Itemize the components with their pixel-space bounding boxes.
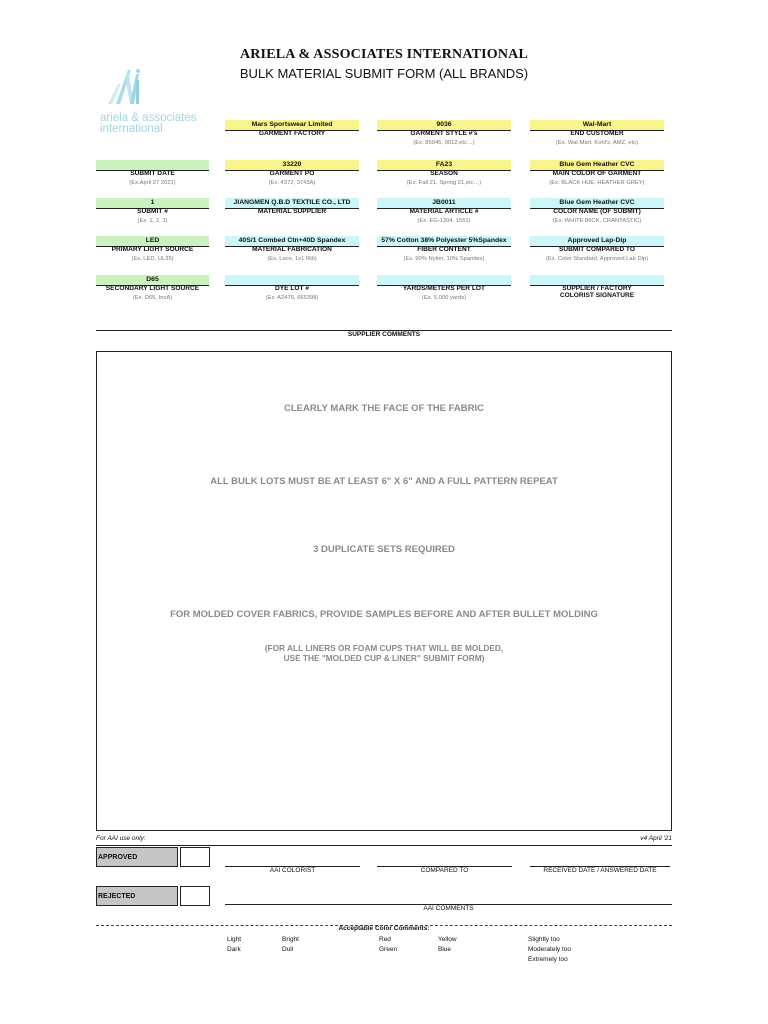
received-date-label: RECEIVED DATE / ANSWERED DATE: [543, 867, 657, 874]
submit-number-label: SUBMIT #: [137, 208, 168, 215]
approved-checkbox[interactable]: [180, 847, 210, 867]
rejected-checkbox[interactable]: [180, 886, 210, 906]
garment-style-example: (Ex. 85045, 9012,etc…): [413, 140, 475, 146]
submit-number-value[interactable]: 1: [96, 198, 209, 209]
color-name-field[interactable]: [530, 198, 664, 226]
season-value[interactable]: FA23: [377, 160, 511, 171]
color-col-4: Yellow Blue: [438, 936, 457, 953]
end-customer-example: (Ex. Wal-Mart, Kohl's, AMZ, etc): [555, 140, 639, 146]
material-article-example: (Ex. EG-1304, 1551): [417, 218, 471, 224]
main-color-field[interactable]: [530, 160, 664, 188]
submit-number-field[interactable]: [96, 198, 209, 226]
form-title: BULK MATERIAL SUBMIT FORM (ALL BRANDS): [239, 66, 529, 81]
yards-meters-example: (Ex. 5,000 yards): [421, 295, 467, 301]
comment-bulk-lots: ALL BULK LOTS MUST BE AT LEAST 6" X 6" AND A FULL PATTERN REPEAT: [210, 476, 558, 487]
submit-compared-value[interactable]: Approved Lap-Dip: [530, 236, 664, 247]
material-article-field[interactable]: [377, 198, 511, 226]
fiber-content-value[interactable]: 57% Cotton 38% Polyester 5%Spandex: [377, 236, 511, 247]
garment-po-example: (Ex. 4372, 3743A): [268, 180, 316, 186]
main-color-example: (Ex. BLACK HUE, HEATHER GREY): [549, 180, 645, 186]
yards-meters-field[interactable]: [377, 275, 511, 303]
yards-meters-label: YARDS/METERS PER LOT: [402, 285, 486, 292]
material-fabrication-value[interactable]: 40S/1 Combed Ctn+40D Spandex: [225, 236, 359, 247]
dye-lot-example: (Ex. A2475, 665398): [265, 295, 319, 301]
dye-lot-label: DYE LOT #: [274, 285, 310, 292]
material-fabrication-field[interactable]: [225, 236, 359, 264]
material-supplier-label: MATERIAL SUPPLIER: [257, 208, 327, 215]
garment-style-label: GARMENT STYLE #'s: [410, 130, 478, 137]
color-name-label: COLOR NAME (OF SUBMIT): [553, 208, 641, 215]
primary-light-example: (Ex. LED, UL35): [131, 256, 174, 262]
main-color-value[interactable]: Blue Gem Heather CVC: [530, 160, 664, 171]
material-fabrication-example: (Ex. Lace, 1x1 Rib): [267, 256, 317, 262]
rejected-label: REJECTED: [96, 886, 178, 906]
supplier-comments-box[interactable]: [96, 351, 672, 831]
color-col-3: Red Green: [379, 936, 398, 953]
submit-date-example: (Ex.April 27 2021): [129, 180, 176, 186]
material-supplier-field[interactable]: [225, 198, 359, 216]
comment-molded-cover: FOR MOLDED COVER FABRICS, PROVIDE SAMPLES BEFORE AND AFTER BULLET MOLDING: [170, 609, 598, 620]
color-comments-title: Acceptable Color Comments:: [338, 925, 430, 932]
dye-lot-field[interactable]: [225, 275, 359, 303]
end-customer-value[interactable]: Wal-Mart: [530, 120, 664, 131]
end-customer-label: END CUSTOMER: [570, 130, 624, 137]
end-customer-field[interactable]: [530, 120, 664, 148]
colorist-signature-label: COLORIST SIGNATURE: [559, 292, 635, 299]
primary-light-value[interactable]: LED: [96, 236, 209, 247]
secondary-light-label: SECONDARY LIGHT SOURCE: [105, 285, 200, 292]
submit-date-field[interactable]: [96, 160, 209, 188]
material-fabrication-label: MATERIAL FABRICATION: [252, 246, 332, 253]
material-article-label: MATERIAL ARTICLE #: [409, 208, 479, 215]
season-example: (Ex. Fall 21, Spring 21,etc…): [406, 180, 482, 186]
garment-po-value[interactable]: 33220: [225, 160, 359, 171]
garment-po-field[interactable]: [225, 160, 359, 188]
color-col-5: Slightly too Moderately too Extremely too: [528, 936, 571, 963]
submit-compared-field[interactable]: [530, 236, 664, 264]
aai-colorist-label: AAI COLORIST: [269, 867, 316, 874]
comment-duplicate-sets: 3 DUPLICATE SETS REQUIRED: [313, 544, 455, 555]
material-supplier-value[interactable]: JIANGMEN Q.B.D TEXTILE CO., LTD: [225, 198, 359, 209]
supplier-signature-field[interactable]: [530, 275, 664, 300]
color-col-2: Bright Dull: [282, 936, 299, 953]
color-name-value[interactable]: Blue Gem Heather CVC: [530, 198, 664, 209]
garment-factory-value[interactable]: Mars Sportswear Limited: [225, 120, 359, 131]
submit-compared-label: SUBMIT COMPARED TO: [559, 246, 635, 253]
color-col-1: Light Dark: [227, 936, 242, 953]
supplier-comments-title: SUPPLIER COMMENTS: [347, 331, 421, 338]
aai-comments-label: AAI COMMENTS: [423, 905, 474, 912]
supplier-signature-label: SUPPLIER / FACTORY: [562, 285, 632, 292]
approved-label: APPROVED: [96, 847, 178, 867]
submit-compared-example: (Ex. Color Standard, Approved Lab Dip): [545, 256, 649, 262]
secondary-light-field[interactable]: [96, 275, 209, 303]
garment-factory-label: GARMENT FACTORY: [258, 130, 326, 137]
fiber-content-field[interactable]: [377, 236, 511, 264]
garment-style-field[interactable]: [377, 120, 511, 148]
garment-factory-field[interactable]: [225, 120, 359, 138]
comment-face-fabric: CLEARLY MARK THE FACE OF THE FABRIC: [283, 403, 485, 414]
fiber-content-label: FIBER CONTENT: [417, 246, 471, 253]
primary-light-field[interactable]: [96, 236, 209, 264]
season-field[interactable]: [377, 160, 511, 188]
garment-po-label: GARMENT PO: [269, 170, 315, 177]
secondary-light-value[interactable]: D65: [96, 275, 209, 286]
comment-liners-1: (FOR ALL LINERS OR FOAM CUPS THAT WILL BE MOLDED,: [264, 643, 504, 653]
garment-style-value[interactable]: 9036: [377, 120, 511, 131]
comment-liners-2: USE THE "MOLDED CUP & LINER" SUBMIT FORM): [283, 653, 485, 663]
secondary-light-example: (Ex. D65, IncA): [132, 295, 173, 301]
main-color-label: MAIN COLOR OF GARMENT: [552, 170, 642, 177]
version-label: v4 April '21: [640, 835, 672, 842]
color-name-example: (Ex. WHITE 86CK, CRANTASTIC): [552, 218, 642, 224]
material-article-value[interactable]: JB0011: [377, 198, 511, 209]
primary-light-label: PRIMARY LIGHT SOURCE: [111, 246, 194, 253]
aai-use-only: For AAI use only:: [96, 835, 146, 842]
logo-text: ariela & associates international: [100, 112, 197, 135]
submit-number-example: (Ex. 1, 2, 3): [137, 218, 168, 224]
season-label: SEASON: [430, 170, 458, 177]
compared-to-label: COMPARED TO: [420, 867, 469, 874]
aai-divider: [96, 845, 672, 846]
fiber-content-example: (Ex. 90% Nylon, 10% Spandex): [403, 256, 485, 262]
company-name: ARIELA & ASSOCIATES INTERNATIONAL: [239, 47, 529, 62]
submit-date-label: SUBMIT DATE: [130, 170, 175, 177]
